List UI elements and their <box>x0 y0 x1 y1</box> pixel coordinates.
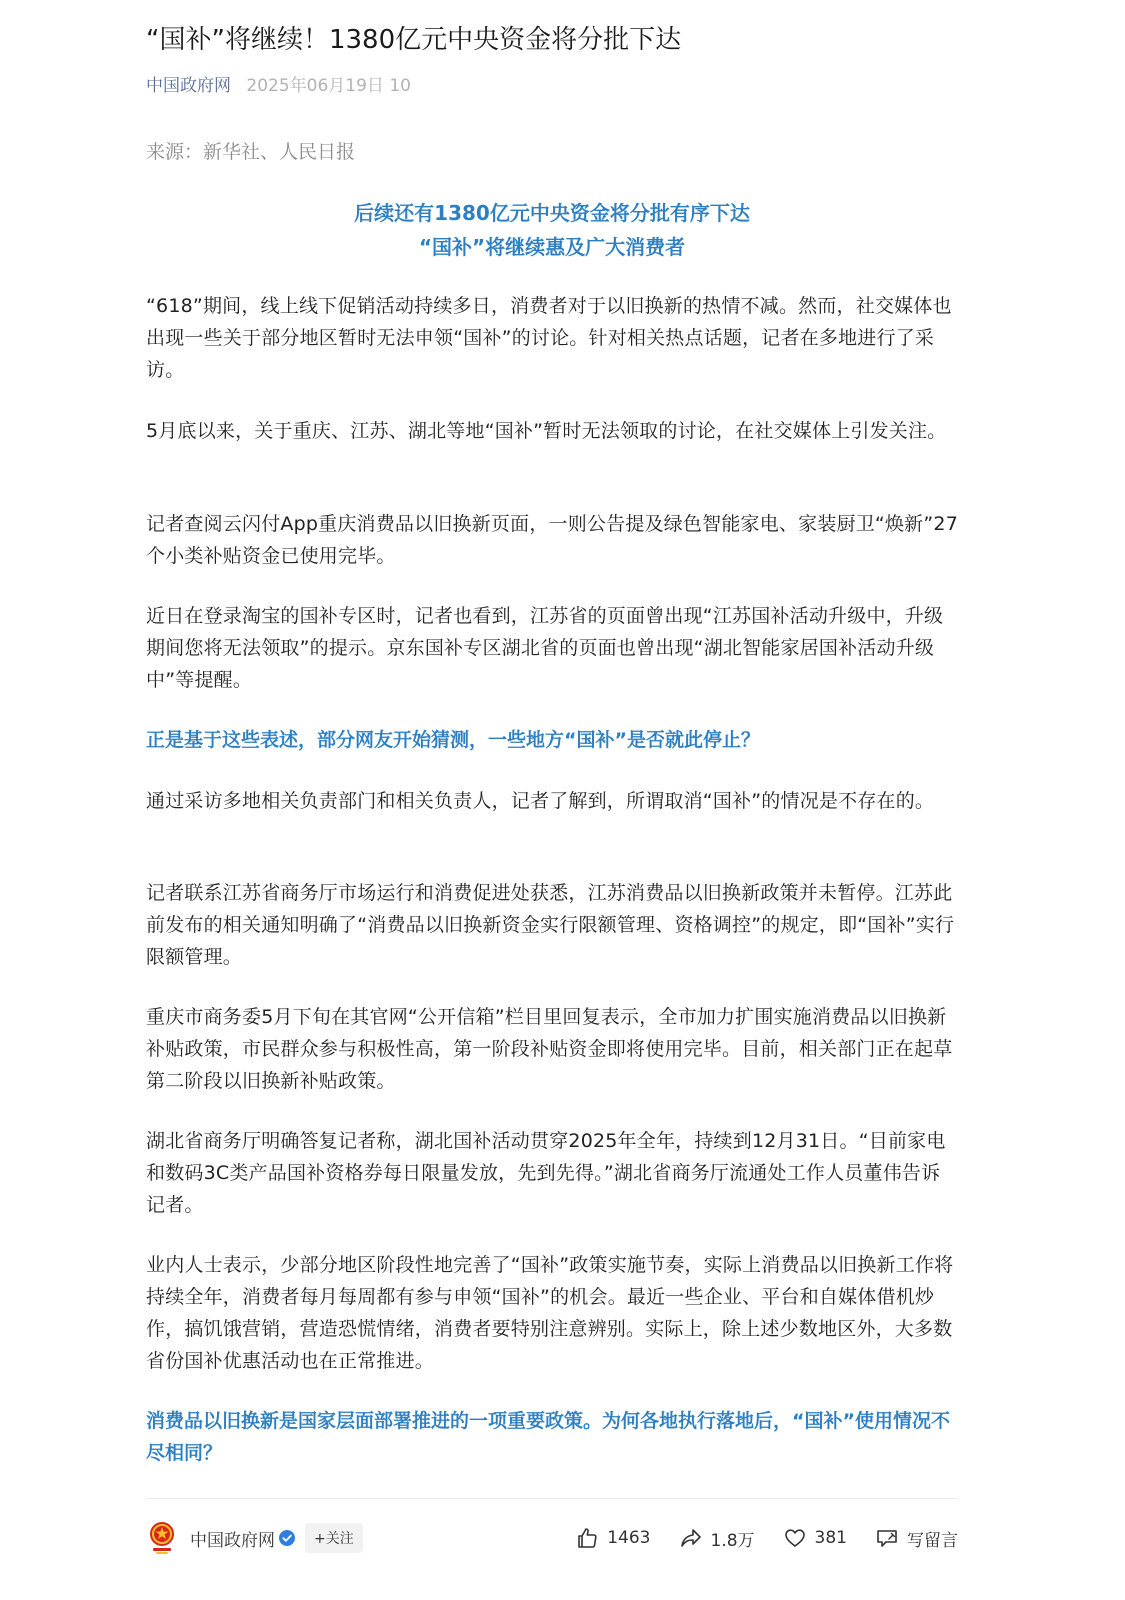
article-footer-bar <box>146 1516 958 1560</box>
favorite-count: 381 <box>814 1528 847 1548</box>
paragraph: 记者查阅云闪付App重庆消费品以旧换新页面，一则公告提及绿色智能家电、家装厨卫“焕新”27个小类补贴资金已使用完毕。 <box>146 513 958 567</box>
comment-button[interactable] <box>875 1526 958 1551</box>
like-count: 1463 <box>607 1528 651 1548</box>
paragraph: 湖北省商务厅明确答复记者称，湖北国补活动贯穿2025年全年，持续到12月31日。“目前家电和数码3C类产品国补资格券每日限量发放，先到先得。”湖北省商务厅流通处工作人员董伟告诉记者。 <box>146 1130 946 1216</box>
paragraph: 重庆市商务委5月下旬在其官网“公开信箱”栏目里回复表示，全市加力扩围实施消费品以旧换新补贴政策，市民群众参与积极性高，第一阶段补贴资金即将使用完毕。目前，相关部门正在起草第二阶段以旧换新补贴政策。 <box>146 1006 953 1092</box>
share-icon <box>679 1526 703 1550</box>
thumbs-up-icon <box>575 1526 599 1550</box>
national-emblem-icon[interactable] <box>146 1520 178 1556</box>
footer-account-name[interactable]: 中国政府网 <box>190 1530 275 1551</box>
account-link[interactable]: 中国政府网 <box>146 76 231 96</box>
footer-divider <box>146 1498 958 1499</box>
article-title: “国补”将继续！1380亿元中央资金将分批下达 <box>146 25 682 55</box>
publish-date: 2025年06月19日 10 <box>246 76 411 96</box>
paragraph: 业内人士表示，少部分地区阶段性地完善了“国补”政策实施节奏，实际上消费品以旧换新工作将持续全年，消费者每月每周都有参与申领“国补”的机会。最近一些企业、平台和自媒体借机炒作，搞饥饿营销，营造恐慌情绪，消费者要特别注意辨别。实际上，除上述少数地区外，大多数省份国补优惠活动也在正常推进。 <box>146 1254 954 1372</box>
like-button[interactable] <box>575 1526 650 1550</box>
section-subheading: 消费品以旧换新是国家层面部署推进的一项重要政策。为何各地执行落地后，“国补”使用情况不尽相同？ <box>146 1410 950 1464</box>
follow-button[interactable]: +关注 <box>305 1523 363 1553</box>
paragraph: 记者联系江苏省商务厅市场运行和消费促进处获悉，江苏消费品以旧换新政策并未暂停。江苏此前发布的相关通知明确了“消费品以旧换新资金实行限额管理、资格调控”的规定，即“国补”实行限额管理。 <box>146 882 955 968</box>
footer-actions <box>575 1526 958 1551</box>
share-count: 1.8万 <box>710 1530 755 1551</box>
article-meta <box>146 74 411 98</box>
paragraph: 近日在登录淘宝的国补专区时，记者也看到，江苏省的页面曾出现“江苏国补活动升级中，升级期间您将无法领取”的提示。京东国补专区湖北省的页面也曾出现“湖北智能家居国补活动升级中”等提醒。 <box>146 605 944 691</box>
headline-line-2: “国补”将继续惠及广大消费者 <box>418 235 686 259</box>
paragraph: “618”期间，线上线下促销活动持续多日，消费者对于以旧换新的热情不减。然而，社交媒体也出现一些关于部分地区暂时无法申领“国补”的讨论。针对相关热点话题，记者在多地进行了采访。 <box>146 295 952 381</box>
heart-icon <box>783 1526 807 1550</box>
headline-line-1: 后续还有1380亿元中央资金将分批有序下达 <box>354 201 750 225</box>
article-source: 来源：新华社、人民日报 <box>146 141 356 163</box>
comment-label: 写留言 <box>907 1530 958 1551</box>
article-headline <box>146 196 958 264</box>
verified-badge-icon <box>279 1530 295 1546</box>
comment-icon <box>875 1526 899 1550</box>
paragraph: 通过采访多地相关负责部门和相关负责人，记者了解到，所谓取消“国补”的情况是不存在的。 <box>146 790 935 812</box>
paragraph: 5月底以来，关于重庆、江苏、湖北等地“国补”暂时无法领取的讨论，在社交媒体上引发关注。 <box>146 420 947 442</box>
section-subheading: 正是基于这些表述，部分网友开始猜测，一些地方“国补”是否就此停止？ <box>146 729 760 751</box>
share-button[interactable] <box>679 1526 755 1551</box>
favorite-button[interactable] <box>783 1526 847 1550</box>
